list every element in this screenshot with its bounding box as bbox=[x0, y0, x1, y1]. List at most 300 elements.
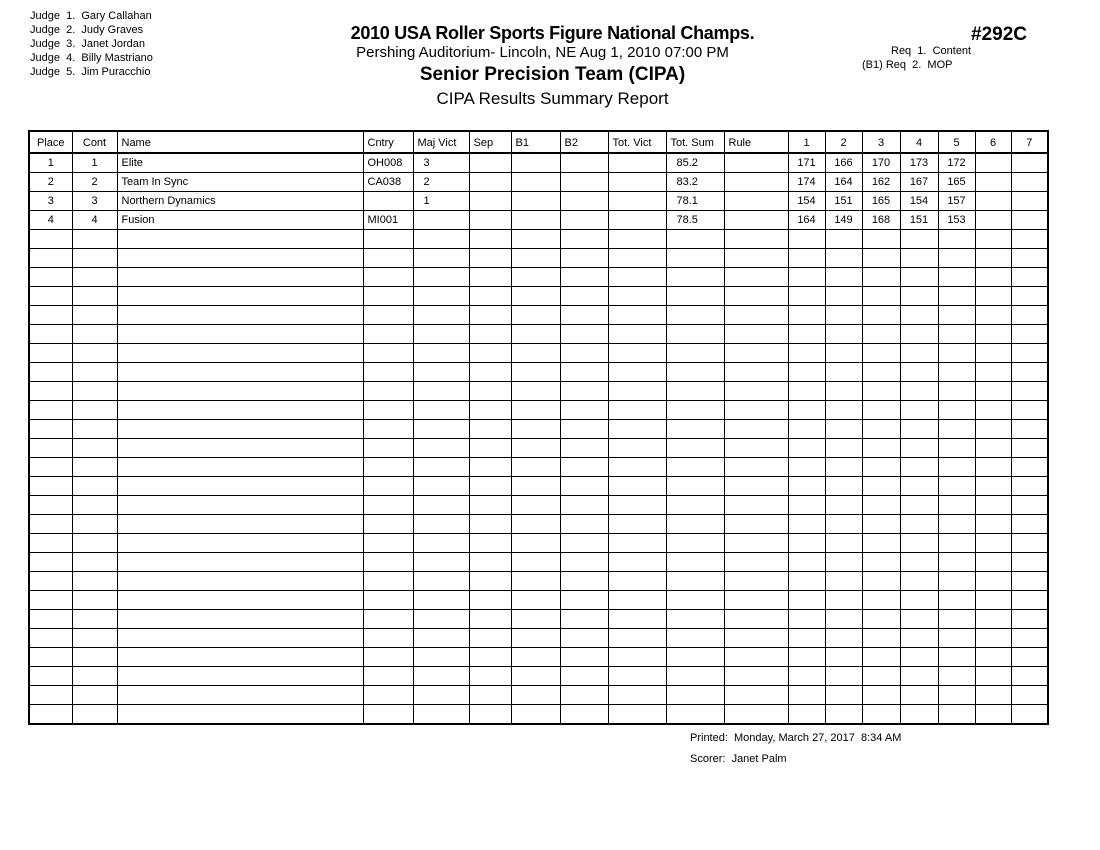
table-cell bbox=[938, 249, 975, 268]
table-cell bbox=[29, 363, 72, 382]
table-cell bbox=[666, 705, 724, 725]
table-cell bbox=[862, 515, 900, 534]
table-cell bbox=[862, 325, 900, 344]
table-cell bbox=[938, 496, 975, 515]
table-cell bbox=[975, 553, 1011, 572]
table-cell bbox=[1011, 496, 1048, 515]
table-cell bbox=[788, 610, 825, 629]
venue-line: Pershing Auditorium- Lincoln, NE Aug 1, 2010 07:00 PM bbox=[356, 44, 729, 61]
column-header: Sep bbox=[469, 131, 511, 153]
table-cell bbox=[788, 686, 825, 705]
column-header: Rule bbox=[724, 131, 788, 153]
table-cell: 174 bbox=[788, 173, 825, 192]
table-cell bbox=[900, 420, 938, 439]
empty-row bbox=[29, 648, 1048, 667]
table-cell: 151 bbox=[825, 192, 862, 211]
table-cell bbox=[938, 686, 975, 705]
table-cell bbox=[72, 230, 117, 249]
table-cell bbox=[975, 153, 1011, 173]
table-cell bbox=[511, 153, 560, 173]
table-cell: Northern Dynamics bbox=[117, 192, 363, 211]
table-cell bbox=[724, 344, 788, 363]
table-cell bbox=[938, 344, 975, 363]
table-cell bbox=[1011, 306, 1048, 325]
table-cell bbox=[862, 363, 900, 382]
table-cell bbox=[363, 515, 413, 534]
table-cell bbox=[938, 648, 975, 667]
table-cell bbox=[1011, 401, 1048, 420]
empty-row bbox=[29, 363, 1048, 382]
table-cell: 165 bbox=[938, 173, 975, 192]
table-cell bbox=[975, 705, 1011, 725]
table-cell bbox=[724, 705, 788, 725]
table-cell bbox=[511, 287, 560, 306]
table-cell bbox=[560, 287, 608, 306]
table-cell bbox=[29, 648, 72, 667]
table-cell bbox=[29, 515, 72, 534]
table-cell bbox=[788, 572, 825, 591]
table-cell bbox=[900, 439, 938, 458]
table-cell bbox=[511, 496, 560, 515]
empty-row bbox=[29, 249, 1048, 268]
table-cell bbox=[413, 572, 469, 591]
table-cell bbox=[560, 439, 608, 458]
table-cell bbox=[900, 230, 938, 249]
table-cell bbox=[117, 610, 363, 629]
table-cell bbox=[900, 477, 938, 496]
table-cell bbox=[724, 477, 788, 496]
table-cell bbox=[608, 648, 666, 667]
table-cell bbox=[825, 553, 862, 572]
table-cell bbox=[900, 401, 938, 420]
table-cell bbox=[363, 553, 413, 572]
table-cell bbox=[72, 363, 117, 382]
table-cell: 154 bbox=[788, 192, 825, 211]
table-cell bbox=[413, 591, 469, 610]
table-cell bbox=[117, 382, 363, 401]
empty-row bbox=[29, 287, 1048, 306]
table-cell bbox=[900, 496, 938, 515]
table-cell: 2 bbox=[72, 173, 117, 192]
table-cell: 172 bbox=[938, 153, 975, 173]
table-cell bbox=[975, 192, 1011, 211]
table-cell bbox=[825, 268, 862, 287]
table-cell bbox=[1011, 325, 1048, 344]
table-cell bbox=[469, 667, 511, 686]
table-cell bbox=[975, 667, 1011, 686]
judge-1: Judge 1. Gary Callahan bbox=[30, 10, 152, 22]
printed-date: Printed: Monday, March 27, 2017 8:34 AM bbox=[690, 732, 902, 744]
table-cell bbox=[29, 439, 72, 458]
table-cell bbox=[788, 249, 825, 268]
table-cell bbox=[469, 211, 511, 230]
table-cell bbox=[788, 458, 825, 477]
table-cell bbox=[511, 629, 560, 648]
empty-row bbox=[29, 610, 1048, 629]
table-cell bbox=[900, 553, 938, 572]
table-cell bbox=[469, 173, 511, 192]
table-cell bbox=[560, 686, 608, 705]
table-cell bbox=[117, 572, 363, 591]
empty-row bbox=[29, 382, 1048, 401]
table-cell bbox=[938, 534, 975, 553]
table-cell bbox=[469, 572, 511, 591]
report-titles bbox=[300, 22, 805, 110]
table-cell bbox=[666, 553, 724, 572]
table-cell bbox=[862, 667, 900, 686]
table-cell bbox=[72, 401, 117, 420]
table-cell bbox=[511, 420, 560, 439]
table-cell bbox=[608, 230, 666, 249]
table-cell bbox=[724, 192, 788, 211]
table-cell bbox=[117, 401, 363, 420]
table-cell bbox=[862, 496, 900, 515]
table-cell bbox=[511, 534, 560, 553]
table-cell bbox=[900, 344, 938, 363]
table-cell bbox=[511, 458, 560, 477]
table-cell bbox=[608, 363, 666, 382]
table-cell bbox=[788, 268, 825, 287]
table-cell bbox=[975, 572, 1011, 591]
empty-row bbox=[29, 420, 1048, 439]
table-cell bbox=[29, 572, 72, 591]
table-cell bbox=[560, 344, 608, 363]
table-cell bbox=[724, 153, 788, 173]
table-cell bbox=[608, 629, 666, 648]
table-cell: 170 bbox=[862, 153, 900, 173]
table-cell bbox=[560, 268, 608, 287]
empty-row bbox=[29, 230, 1048, 249]
table-cell bbox=[1011, 591, 1048, 610]
table-cell bbox=[469, 629, 511, 648]
table-cell: CA038 bbox=[363, 173, 413, 192]
table-cell bbox=[724, 306, 788, 325]
table-cell bbox=[511, 515, 560, 534]
table-cell bbox=[511, 325, 560, 344]
table-cell bbox=[511, 610, 560, 629]
table-cell bbox=[560, 705, 608, 725]
table-cell bbox=[72, 249, 117, 268]
table-cell bbox=[29, 325, 72, 344]
table-cell bbox=[560, 401, 608, 420]
table-cell bbox=[511, 306, 560, 325]
table-cell bbox=[666, 344, 724, 363]
table-cell bbox=[72, 439, 117, 458]
table-cell bbox=[469, 458, 511, 477]
table-cell: 78.1 bbox=[666, 192, 724, 211]
table-cell bbox=[666, 686, 724, 705]
scorer: Scorer: Janet Palm bbox=[690, 753, 787, 765]
table-cell bbox=[511, 705, 560, 725]
judge-4: Judge 4. Billy Mastriano bbox=[30, 52, 153, 64]
table-cell bbox=[117, 439, 363, 458]
table-cell bbox=[975, 306, 1011, 325]
table-cell bbox=[608, 325, 666, 344]
empty-row bbox=[29, 515, 1048, 534]
table-cell bbox=[825, 686, 862, 705]
table-cell bbox=[975, 363, 1011, 382]
table-cell bbox=[72, 667, 117, 686]
table-cell bbox=[511, 553, 560, 572]
table-cell bbox=[900, 268, 938, 287]
table-cell bbox=[724, 287, 788, 306]
table-cell bbox=[72, 382, 117, 401]
event-number: #292C bbox=[971, 24, 1027, 45]
table-cell bbox=[938, 363, 975, 382]
table-row bbox=[29, 153, 1048, 173]
table-cell bbox=[560, 211, 608, 230]
event-title: Senior Precision Team (CIPA) bbox=[419, 64, 686, 85]
table-cell bbox=[975, 686, 1011, 705]
empty-row bbox=[29, 439, 1048, 458]
table-cell bbox=[862, 344, 900, 363]
table-cell bbox=[511, 230, 560, 249]
table-cell bbox=[825, 610, 862, 629]
table-cell bbox=[788, 306, 825, 325]
table-cell bbox=[560, 249, 608, 268]
table-cell bbox=[560, 648, 608, 667]
table-cell bbox=[666, 287, 724, 306]
table-cell bbox=[560, 477, 608, 496]
table-cell bbox=[900, 325, 938, 344]
column-header: 2 bbox=[825, 131, 862, 153]
table-cell bbox=[363, 591, 413, 610]
table-cell bbox=[29, 496, 72, 515]
table-cell bbox=[975, 648, 1011, 667]
table-cell bbox=[666, 382, 724, 401]
report-title: CIPA Results Summary Report bbox=[436, 89, 669, 108]
table-cell bbox=[413, 629, 469, 648]
table-cell bbox=[117, 344, 363, 363]
empty-row bbox=[29, 667, 1048, 686]
table-cell bbox=[975, 496, 1011, 515]
table-cell bbox=[788, 705, 825, 725]
table-cell bbox=[72, 306, 117, 325]
empty-row bbox=[29, 496, 1048, 515]
table-cell bbox=[413, 515, 469, 534]
column-header: B2 bbox=[560, 131, 608, 153]
table-cell bbox=[666, 591, 724, 610]
table-cell bbox=[72, 648, 117, 667]
table-cell: 2 bbox=[413, 173, 469, 192]
table-cell bbox=[666, 496, 724, 515]
table-cell bbox=[560, 306, 608, 325]
table-cell bbox=[1011, 515, 1048, 534]
table-cell bbox=[862, 249, 900, 268]
table-cell bbox=[900, 705, 938, 725]
table-cell bbox=[363, 249, 413, 268]
empty-row bbox=[29, 477, 1048, 496]
table-cell bbox=[413, 553, 469, 572]
table-cell bbox=[1011, 287, 1048, 306]
table-cell: 1 bbox=[413, 192, 469, 211]
table-cell bbox=[825, 458, 862, 477]
table-cell bbox=[666, 249, 724, 268]
table-cell bbox=[862, 287, 900, 306]
table-cell bbox=[900, 287, 938, 306]
empty-row bbox=[29, 268, 1048, 287]
table-cell bbox=[29, 610, 72, 629]
column-header: Name bbox=[117, 131, 363, 153]
table-cell bbox=[788, 496, 825, 515]
table-cell bbox=[29, 629, 72, 648]
table-cell bbox=[608, 667, 666, 686]
table-cell bbox=[29, 553, 72, 572]
table-cell bbox=[29, 534, 72, 553]
column-header: Tot. Vict bbox=[608, 131, 666, 153]
table-cell bbox=[825, 401, 862, 420]
table-cell bbox=[788, 325, 825, 344]
table-cell bbox=[1011, 553, 1048, 572]
table-cell bbox=[72, 553, 117, 572]
table-cell bbox=[788, 401, 825, 420]
table-cell bbox=[511, 211, 560, 230]
table-cell bbox=[1011, 572, 1048, 591]
table-cell bbox=[1011, 705, 1048, 725]
table-cell bbox=[938, 306, 975, 325]
table-cell bbox=[975, 477, 1011, 496]
table-cell bbox=[511, 173, 560, 192]
table-cell bbox=[900, 249, 938, 268]
table-cell bbox=[560, 553, 608, 572]
table-cell bbox=[29, 591, 72, 610]
table-cell bbox=[511, 401, 560, 420]
table-cell: 83.2 bbox=[666, 173, 724, 192]
table-cell bbox=[608, 401, 666, 420]
table-cell bbox=[560, 610, 608, 629]
table-cell bbox=[560, 515, 608, 534]
table-cell bbox=[469, 249, 511, 268]
table-cell bbox=[1011, 230, 1048, 249]
table-cell bbox=[724, 515, 788, 534]
table-cell bbox=[29, 667, 72, 686]
table-cell bbox=[900, 363, 938, 382]
table-cell bbox=[469, 287, 511, 306]
table-cell bbox=[560, 192, 608, 211]
judges-list bbox=[30, 9, 153, 79]
table-cell bbox=[29, 382, 72, 401]
table-cell bbox=[363, 496, 413, 515]
table-cell bbox=[724, 629, 788, 648]
table-cell bbox=[724, 534, 788, 553]
table-cell bbox=[511, 572, 560, 591]
table-cell bbox=[29, 287, 72, 306]
table-cell bbox=[117, 515, 363, 534]
table-cell bbox=[724, 591, 788, 610]
table-cell bbox=[666, 667, 724, 686]
table-cell bbox=[788, 534, 825, 553]
table-cell bbox=[1011, 439, 1048, 458]
table-cell: Fusion bbox=[117, 211, 363, 230]
empty-row bbox=[29, 458, 1048, 477]
table-cell bbox=[975, 401, 1011, 420]
empty-row bbox=[29, 325, 1048, 344]
table-cell bbox=[608, 211, 666, 230]
table-cell bbox=[724, 496, 788, 515]
table-cell bbox=[413, 287, 469, 306]
table-cell bbox=[72, 287, 117, 306]
table-cell: 3 bbox=[29, 192, 72, 211]
table-cell bbox=[1011, 458, 1048, 477]
table-cell bbox=[788, 363, 825, 382]
table-cell bbox=[560, 363, 608, 382]
table-cell: 149 bbox=[825, 211, 862, 230]
table-cell bbox=[29, 268, 72, 287]
table-cell bbox=[72, 268, 117, 287]
table-cell: 157 bbox=[938, 192, 975, 211]
table-cell bbox=[511, 439, 560, 458]
table-cell bbox=[469, 477, 511, 496]
table-cell bbox=[900, 306, 938, 325]
table-cell bbox=[560, 382, 608, 401]
table-cell bbox=[72, 344, 117, 363]
table-cell bbox=[608, 192, 666, 211]
table-cell bbox=[363, 325, 413, 344]
table-cell bbox=[666, 230, 724, 249]
table-cell bbox=[975, 629, 1011, 648]
table-cell bbox=[666, 648, 724, 667]
table-cell bbox=[469, 268, 511, 287]
table-cell bbox=[862, 306, 900, 325]
table-cell bbox=[117, 553, 363, 572]
table-cell bbox=[724, 363, 788, 382]
table-cell bbox=[825, 667, 862, 686]
table-cell bbox=[363, 686, 413, 705]
table-cell: 4 bbox=[72, 211, 117, 230]
table-cell bbox=[413, 477, 469, 496]
table-cell bbox=[469, 382, 511, 401]
table-cell bbox=[117, 306, 363, 325]
table-cell bbox=[666, 610, 724, 629]
column-header: 3 bbox=[862, 131, 900, 153]
table-cell bbox=[975, 211, 1011, 230]
table-cell: 162 bbox=[862, 173, 900, 192]
table-cell bbox=[724, 230, 788, 249]
table-cell bbox=[724, 686, 788, 705]
table-cell bbox=[900, 382, 938, 401]
empty-row bbox=[29, 686, 1048, 705]
table-cell bbox=[862, 629, 900, 648]
table-cell bbox=[724, 268, 788, 287]
table-cell bbox=[608, 344, 666, 363]
table-cell bbox=[117, 534, 363, 553]
table-cell bbox=[72, 515, 117, 534]
table-cell bbox=[825, 648, 862, 667]
table-cell bbox=[608, 268, 666, 287]
table-row bbox=[29, 211, 1048, 230]
table-cell bbox=[363, 705, 413, 725]
table-cell bbox=[413, 420, 469, 439]
table-cell bbox=[608, 496, 666, 515]
table-cell bbox=[938, 705, 975, 725]
table-cell bbox=[363, 344, 413, 363]
table-cell bbox=[724, 382, 788, 401]
table-cell bbox=[666, 458, 724, 477]
table-cell bbox=[788, 667, 825, 686]
table-cell bbox=[975, 249, 1011, 268]
table-cell bbox=[363, 610, 413, 629]
table-cell bbox=[469, 686, 511, 705]
table-cell bbox=[862, 382, 900, 401]
table-cell bbox=[1011, 648, 1048, 667]
table-cell bbox=[938, 325, 975, 344]
table-cell bbox=[363, 287, 413, 306]
table-cell bbox=[975, 420, 1011, 439]
table-cell bbox=[413, 686, 469, 705]
table-cell: 171 bbox=[788, 153, 825, 173]
empty-row bbox=[29, 344, 1048, 363]
table-cell bbox=[29, 230, 72, 249]
